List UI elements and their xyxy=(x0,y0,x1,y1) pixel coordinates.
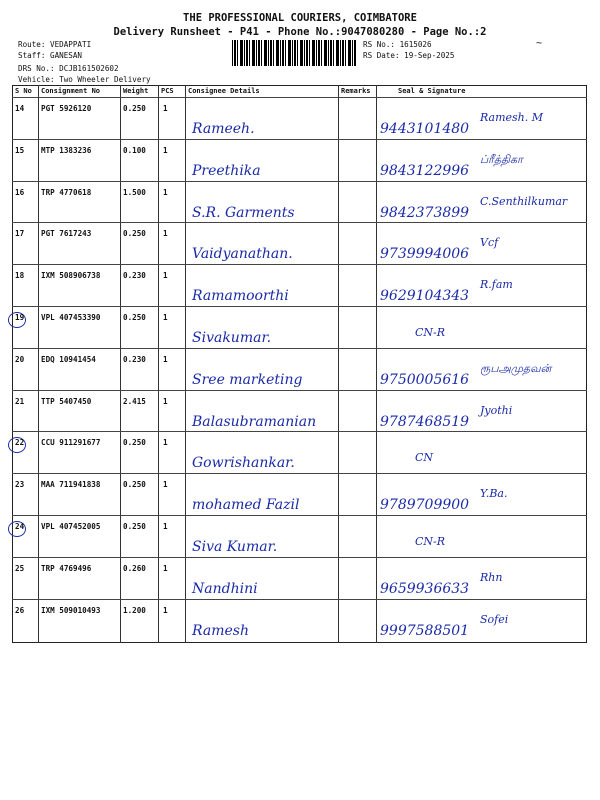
row-signature: CN xyxy=(415,451,434,465)
row-divider xyxy=(12,431,587,432)
header-seal: Seal & Signature xyxy=(398,87,466,95)
corner-scribble: ~ xyxy=(536,38,543,49)
rs-date: RS Date: 19-Sep-2025 xyxy=(363,50,455,60)
row-pcs: 1 xyxy=(163,354,168,364)
document-subtitle: Delivery Runsheet - P41 - Phone No.:9047080280 - Page No.:2 xyxy=(113,26,487,38)
row-phone: 9629104343 xyxy=(380,288,470,305)
header-pcs: PCS xyxy=(161,87,174,95)
row-pcs: 1 xyxy=(163,480,168,490)
row-consignee-name: Nandhini xyxy=(192,580,258,597)
row-consignee-name: Balasubramanian xyxy=(192,413,317,430)
row-signature: CN-R xyxy=(415,326,446,339)
row-sno: 20 xyxy=(15,354,25,364)
row-weight: 2.415 xyxy=(123,396,146,406)
row-signature: ரூபஅமுதவன் xyxy=(480,361,552,375)
row-consignment: VPL 407452005 xyxy=(41,522,101,531)
row-consignment: MTP 1383236 xyxy=(41,145,92,155)
row-divider xyxy=(12,139,587,140)
row-signature: Ramesh. M xyxy=(480,111,544,124)
row-divider xyxy=(12,181,587,182)
row-weight: 0.230 xyxy=(123,354,146,364)
col-divider xyxy=(376,85,377,643)
row-sno: 24 xyxy=(15,522,25,531)
row-consignee-name: Sree marketing xyxy=(192,371,303,388)
row-weight: 0.250 xyxy=(123,104,146,113)
row-pcs: 1 xyxy=(163,605,168,615)
row-phone: 9659936633 xyxy=(380,580,470,597)
staff-text: Staff: GANESAN xyxy=(18,50,83,60)
row-consignment: VPL 407453390 xyxy=(41,313,101,322)
row-weight: 0.260 xyxy=(123,563,146,573)
row-sno: 16 xyxy=(15,187,25,197)
row-sno: 22 xyxy=(15,438,25,448)
row-consignee-name: Sivakumar. xyxy=(192,330,272,346)
row-divider xyxy=(12,515,587,516)
row-phone: 9443101480 xyxy=(380,121,470,137)
row-consignee-name: Siva Kumar. xyxy=(192,539,278,555)
row-consignment: TRP 4769496 xyxy=(41,563,92,573)
row-divider xyxy=(12,473,587,474)
vehicle-text: Vehicle: Two Wheeler Delivery xyxy=(18,74,151,84)
row-consignment: TRP 4770618 xyxy=(41,187,92,197)
row-weight: 0.250 xyxy=(123,229,146,239)
header-consignee: Consignee Details xyxy=(188,87,260,95)
rs-info xyxy=(363,40,454,61)
row-consignee-name: Gowrishankar. xyxy=(192,455,295,472)
col-divider xyxy=(158,85,159,643)
row-signature: CN-R xyxy=(415,535,446,548)
row-consignee-name: Vaidyanathan. xyxy=(192,246,293,263)
col-divider xyxy=(338,85,339,643)
row-pcs: 1 xyxy=(163,438,168,448)
row-pcs: 1 xyxy=(163,396,168,406)
header-weight: Weight xyxy=(123,87,149,95)
barcode xyxy=(232,40,356,66)
row-pcs: 1 xyxy=(163,313,168,322)
row-divider xyxy=(12,557,587,558)
row-sno: 15 xyxy=(15,145,25,155)
row-consignment: TTP 5407450 xyxy=(41,396,92,406)
rs-number: RS No.: 1615026 xyxy=(363,40,432,49)
row-sno: 25 xyxy=(15,563,25,573)
row-phone: 9750005616 xyxy=(380,371,470,388)
row-sno: 17 xyxy=(15,229,25,239)
row-consignment: PGT 7617243 xyxy=(41,229,92,239)
row-sno: 26 xyxy=(15,605,25,615)
row-weight: 0.250 xyxy=(123,522,146,531)
row-signature: Sofei xyxy=(480,612,509,626)
row-weight: 1.200 xyxy=(123,605,146,615)
row-sno: 21 xyxy=(15,396,25,406)
row-pcs: 1 xyxy=(163,187,168,197)
row-signature: C.Senthilkumar xyxy=(480,194,568,208)
row-divider xyxy=(12,390,587,391)
header-remarks: Remarks xyxy=(341,87,371,95)
row-consignee-name: Rameeh. xyxy=(192,121,255,137)
document-title: THE PROFESSIONAL COURIERS, COIMBATORE xyxy=(183,12,417,24)
row-signature: Jyothi xyxy=(480,403,513,417)
row-weight: 0.250 xyxy=(123,313,146,322)
row-divider xyxy=(12,348,587,349)
row-consignment: CCU 911291677 xyxy=(41,438,101,448)
row-pcs: 1 xyxy=(163,271,168,281)
header-divider xyxy=(12,97,587,98)
row-signature: R.fam xyxy=(480,278,513,292)
header-consignment: Consignment No xyxy=(41,87,101,95)
row-divider xyxy=(12,306,587,307)
row-phone: 9842373899 xyxy=(380,204,470,221)
row-consignee-name: mohamed Fazil xyxy=(192,497,300,514)
row-divider xyxy=(12,599,587,600)
header-sno: S No xyxy=(15,87,32,95)
row-pcs: 1 xyxy=(163,522,168,531)
row-sno: 18 xyxy=(15,271,25,281)
row-pcs: 1 xyxy=(163,145,168,155)
drs-text: DRS No.: DCJB161502602 xyxy=(18,64,119,73)
row-phone: 9789709900 xyxy=(380,497,470,514)
row-consignee-name: Ramamoorthi xyxy=(192,288,289,305)
row-sno: 14 xyxy=(15,104,25,113)
row-consignment: EDQ 10941454 xyxy=(41,354,96,364)
row-consignment: IXM 508906738 xyxy=(41,271,101,281)
row-pcs: 1 xyxy=(163,563,168,573)
row-pcs: 1 xyxy=(163,229,168,239)
col-divider xyxy=(120,85,121,643)
row-signature: Vcf xyxy=(480,236,499,250)
row-sno: 23 xyxy=(15,480,25,490)
row-phone: 9843122996 xyxy=(380,162,470,179)
row-signature: Rhn xyxy=(480,570,503,584)
row-divider xyxy=(12,222,587,223)
row-weight: 0.250 xyxy=(123,480,146,490)
row-consignment: MAA 711941838 xyxy=(41,480,101,490)
row-consignee-name: Ramesh xyxy=(192,622,249,639)
row-weight: 1.500 xyxy=(123,187,146,197)
row-sno: 19 xyxy=(15,313,25,322)
row-weight: 0.230 xyxy=(123,271,146,281)
row-signature: ப்ரீத்திகா xyxy=(480,152,523,166)
row-consignee-name: S.R. Garments xyxy=(192,204,295,221)
row-consignee-name: Preethika xyxy=(192,162,261,179)
row-phone: 9787468519 xyxy=(380,413,470,430)
col-divider xyxy=(185,85,186,643)
row-weight: 0.100 xyxy=(123,145,146,155)
row-pcs: 1 xyxy=(163,104,168,113)
row-weight: 0.250 xyxy=(123,438,146,448)
route-info xyxy=(18,40,151,85)
row-consignment: PGT 5926120 xyxy=(41,104,92,113)
row-signature: Y.Ba. xyxy=(480,487,508,501)
row-phone: 9997588501 xyxy=(380,622,470,639)
col-divider xyxy=(38,85,39,643)
row-consignment: IXM 509010493 xyxy=(41,605,101,615)
route-text: Route: VEDAPPATI xyxy=(18,40,92,49)
row-phone: 9739994006 xyxy=(380,246,470,263)
row-divider xyxy=(12,264,587,265)
